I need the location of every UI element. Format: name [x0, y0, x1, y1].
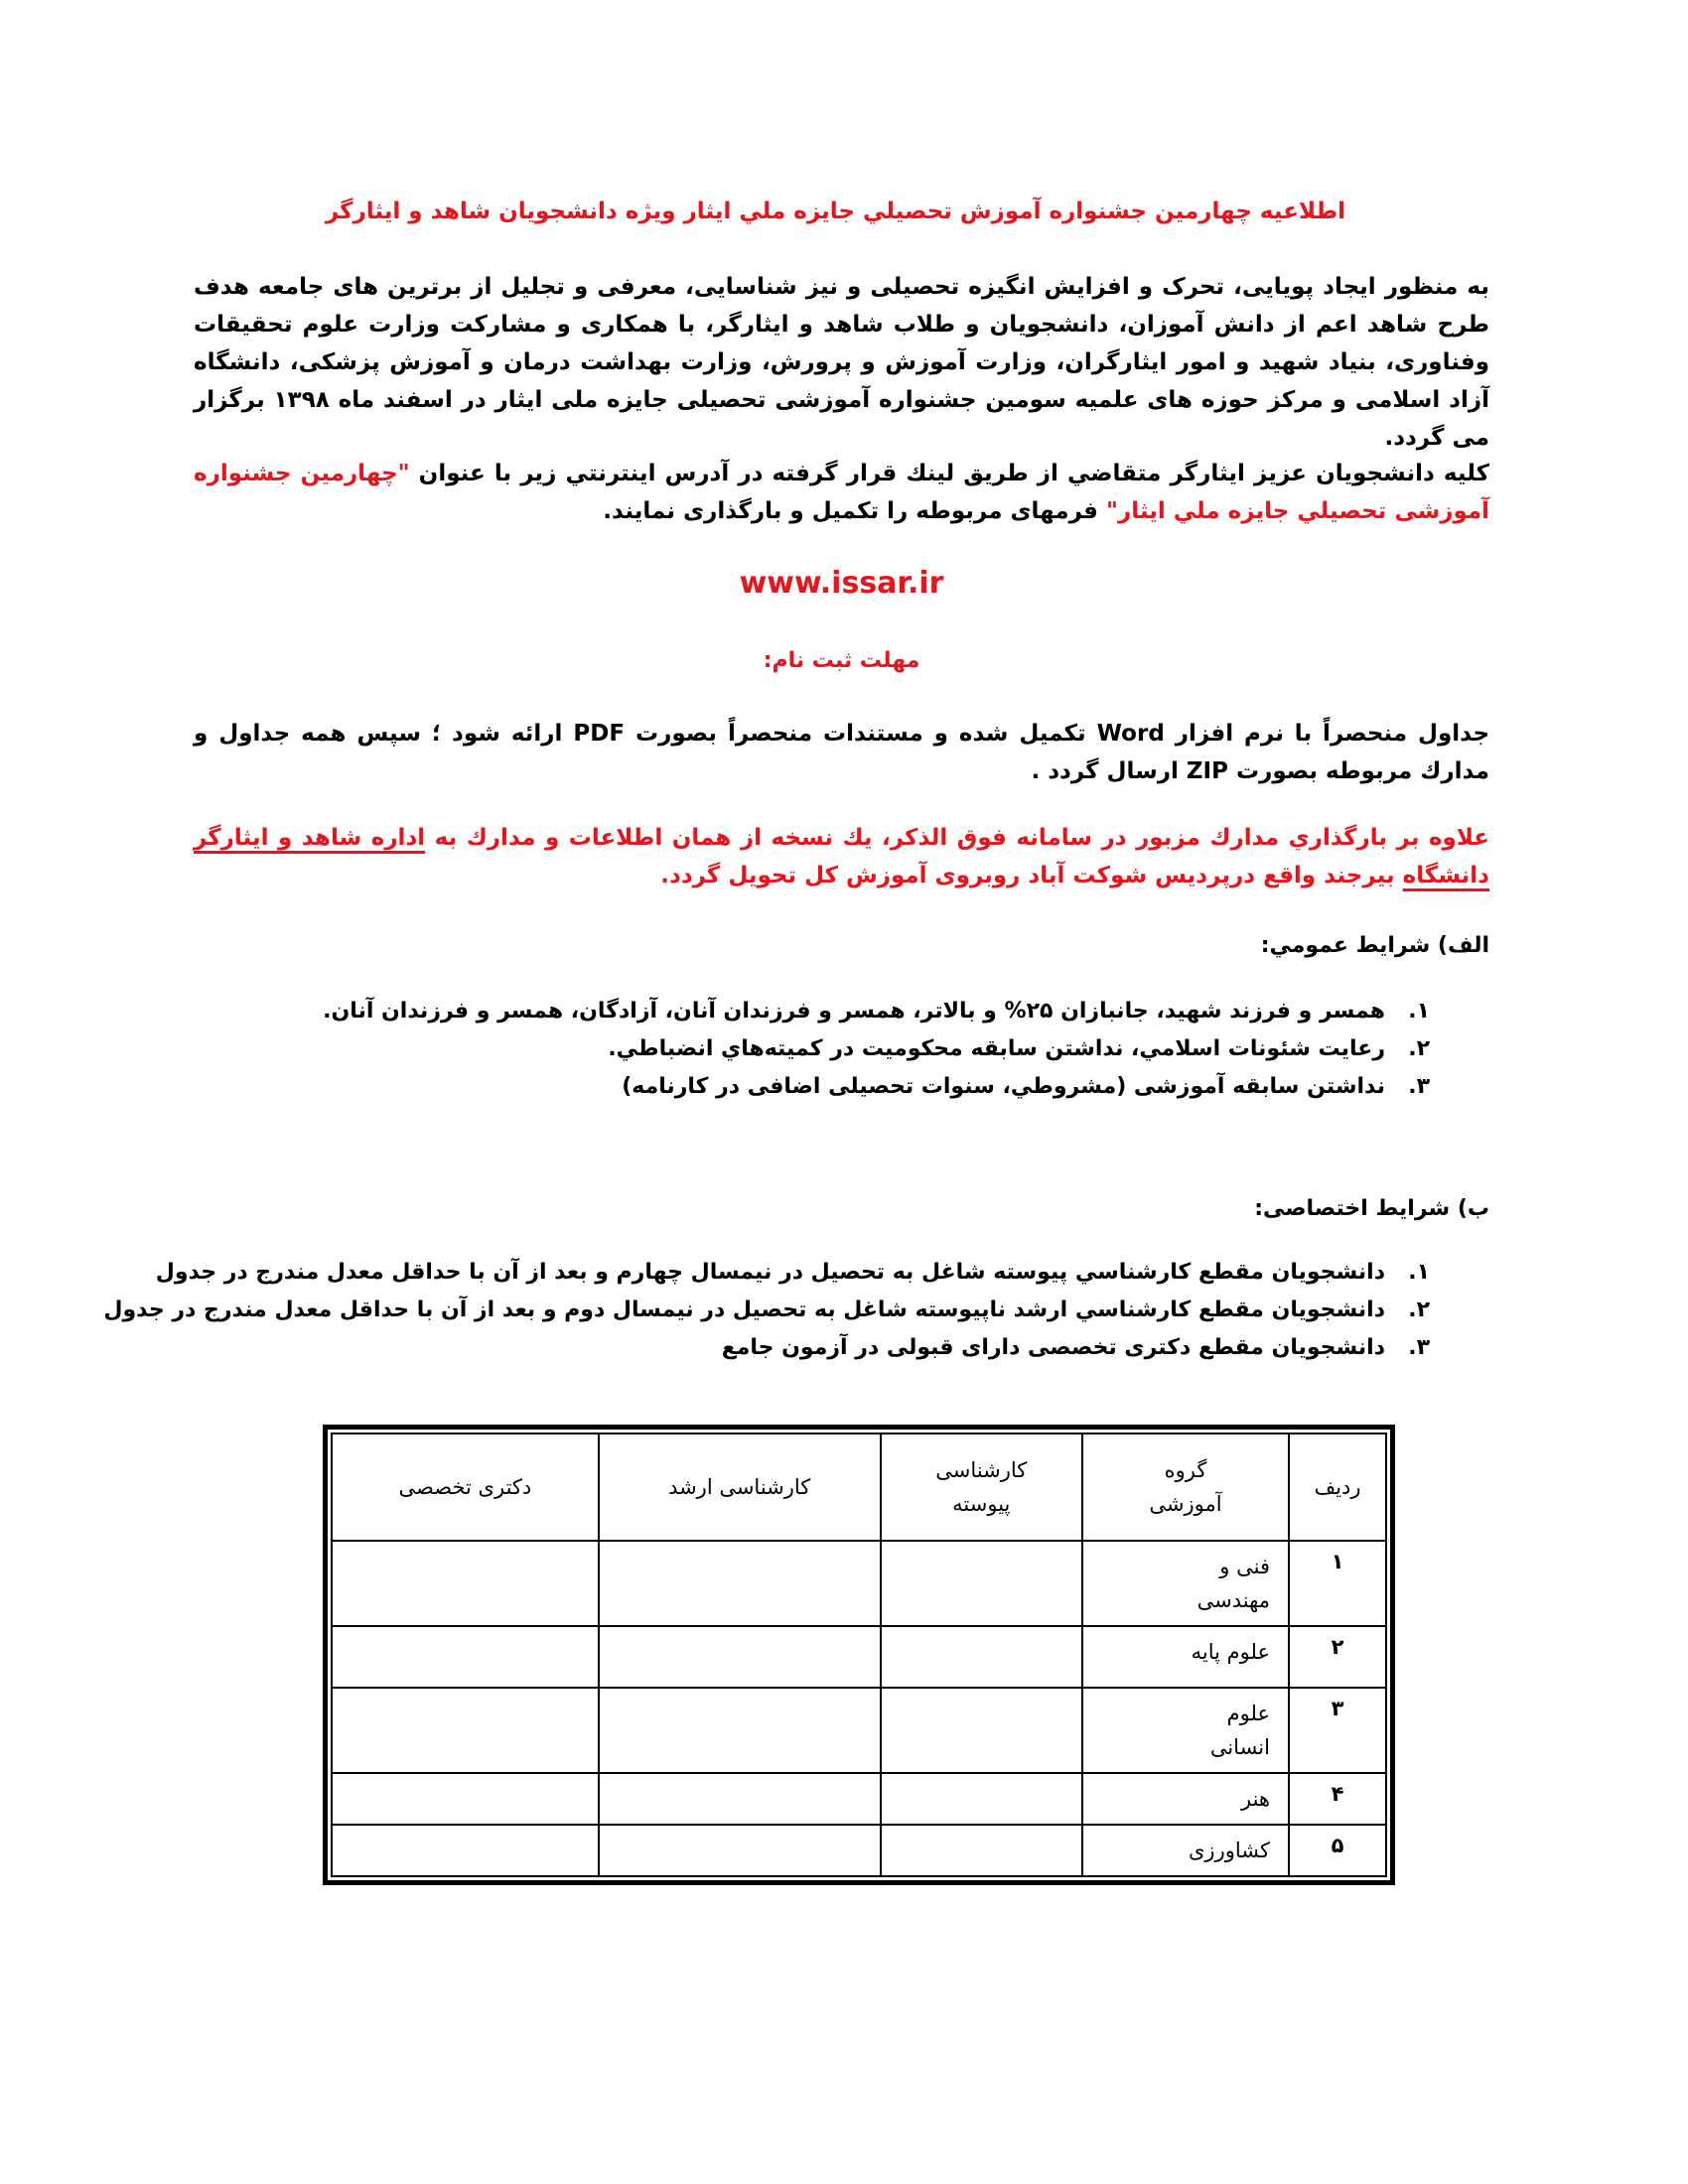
apply-text-before: كليه دانشجويان عزيز ايثارگر متقاضي از طريق لينك قرار گرفته در آدرس اينترنتي زير با عنوان [409, 461, 1489, 486]
table-row [332, 1825, 1386, 1876]
row-index: ۵ [1289, 1825, 1386, 1876]
list-number: ۳. [1408, 1335, 1430, 1360]
table-row [332, 1541, 1386, 1626]
bachelor-cell[interactable] [881, 1688, 1082, 1773]
table-row [332, 1626, 1386, 1688]
row-index: ۴ [1289, 1773, 1386, 1825]
phd-cell[interactable] [332, 1773, 599, 1825]
list-text: همسر و فرزند شهيد، جانبازان ۲۵% و بالاتر، همسر و فرزندان آنان، آزادگان، همسر و فرزندان آنان. [323, 999, 1385, 1024]
bachelor-cell[interactable] [881, 1825, 1082, 1876]
list-number: ۳. [1408, 1074, 1430, 1099]
list-text: دانشجويان مقطع دكتری تخصصی دارای قبولی در آزمون جامع [721, 1335, 1385, 1360]
phd-cell[interactable] [332, 1688, 599, 1773]
delivery-text-after: بيرجند واقع درپرديس شوكت آباد روبروی آموزش كل تحويل گردد. [660, 863, 1403, 888]
master-cell[interactable] [599, 1825, 881, 1876]
festival-name-highlight: "چهارمين جشنواره آموزشی تحصيلي جايزه ملي ايثار" [194, 461, 1489, 524]
format-note-paragraph: جداول منحصراً با نرم افزار Word تكميل شده و مستندات منحصراً بصورت PDF ارائه شود ؛ سپس همه جداول و مدارك مربوطه بصورت ZIP ارسال گردد . [194, 721, 1490, 784]
table-row [332, 1773, 1386, 1825]
gpa-table-frame [323, 1425, 1395, 1885]
list-item [103, 1254, 1430, 1292]
table-row [332, 1688, 1386, 1773]
specific-conditions-list [103, 1254, 1430, 1367]
intro-paragraph: به منظور ايجاد پويايی، تحرک و افزايش انگيزه تحصيلی و نيز شناسايی، معرفی و تجليل از برترين های جامعه هدف طرح شاهد اعم از دانش آموزان، دانشجويان و طلاب شاهد و ايثارگر، با همکاری و مشارکت وزارت علوم تحقيقات وفناوری، بنياد شهيد و امور ايثارگران، وزارت آموزش و پرورش، وزارت بهداشت درمان و آموزش پزشکی، دانشگاه آزاد اسلامی و مرکز حوزه های علميه سومين جشنواره آموزشی تحصيلی جايزه ملی ايثار در اسفند ماه ۱۳۹۸ برگزار می گردد. [194, 274, 1489, 451]
specific-conditions-heading: ب) شرايط اختصاصی: [1254, 1196, 1489, 1221]
list-number: ۱. [1408, 1260, 1430, 1285]
row-group: فنی و مهندسی [1082, 1541, 1289, 1626]
list-text: دانشجويان مقطع كارشناسي پيوسته شاغل به تحصيل در نيمسال چهارم و بعد از آن با حداقل معدل مندرج در جدول [155, 1260, 1385, 1285]
announcement-title: اطلاعيه چهارمين جشنواره آموزش تحصيلي جايزه ملي ايثار ويژه دانشجويان شاهد و ايثارگر [325, 199, 1345, 224]
list-item [323, 1030, 1430, 1068]
list-item [323, 993, 1430, 1030]
phd-cell[interactable] [332, 1825, 599, 1876]
row-index: ۲ [1289, 1626, 1386, 1688]
header-row-number: رديف [1289, 1433, 1386, 1541]
master-cell[interactable] [599, 1541, 881, 1626]
row-group: هنر [1082, 1773, 1289, 1825]
row-group: علوم انسانی [1082, 1688, 1289, 1773]
list-text: نداشتن سابقه آموزشی (مشروطي، سنوات تحصيلی اضافی در كارنامه) [622, 1074, 1385, 1099]
table-header-row [332, 1433, 1386, 1541]
phd-cell[interactable] [332, 1541, 599, 1626]
bachelor-cell[interactable] [881, 1541, 1082, 1626]
header-master: كارشناسی ارشد [599, 1433, 881, 1541]
delivery-text-before: علاوه بر بارگذاري مدارك مزبور در سامانه فوق الذكر، يك نسخه از همان اطلاعات و مدارك به [425, 825, 1489, 851]
master-cell[interactable] [599, 1688, 881, 1773]
apply-paragraph [194, 455, 1489, 530]
apply-text-after: فرمهای مربوطه را تكميل و بارگذاری نمايند. [603, 498, 1106, 524]
list-item [103, 1292, 1430, 1329]
list-item [103, 1329, 1430, 1367]
master-cell[interactable] [599, 1626, 881, 1688]
general-conditions-heading: الف) شرايط عمومي: [1260, 933, 1489, 958]
row-index: ۳ [1289, 1688, 1386, 1773]
bachelor-cell[interactable] [881, 1773, 1082, 1825]
list-text: رعايت شئونات اسلامي، نداشتن سابقه محكوميت در كميته‌هاي انضباطي. [608, 1036, 1385, 1061]
list-number: ۲. [1408, 1297, 1430, 1322]
website-link[interactable]: www.issar.ir [739, 566, 944, 601]
header-phd: دكتری تخصصی [332, 1433, 599, 1541]
registration-deadline-label: مهلت ثبت نام: [763, 648, 920, 673]
bachelor-cell[interactable] [881, 1626, 1082, 1688]
header-bachelor: كارشناسی پيوسته [881, 1433, 1082, 1541]
master-cell[interactable] [599, 1773, 881, 1825]
row-group: علوم پايه [1082, 1626, 1289, 1688]
delivery-office-underlined: اداره شاهد و ايثارگر دانشگاه [194, 825, 1489, 888]
list-text: دانشجويان مقطع كارشناسي ارشد ناپيوسته شاغل به تحصيل در نيمسال دوم و بعد از آن با حداقل معدل مندرج در جدول [103, 1297, 1385, 1322]
row-index: ۱ [1289, 1541, 1386, 1626]
list-number: ۲. [1408, 1036, 1430, 1061]
phd-cell[interactable] [332, 1626, 599, 1688]
list-number: ۱. [1408, 999, 1430, 1024]
row-group: كشاورزی [1082, 1825, 1289, 1876]
list-item [323, 1068, 1430, 1106]
header-education-group: گروه آموزشی [1082, 1433, 1289, 1541]
gpa-table [331, 1433, 1387, 1877]
general-conditions-list [323, 993, 1430, 1106]
delivery-paragraph [194, 819, 1489, 894]
